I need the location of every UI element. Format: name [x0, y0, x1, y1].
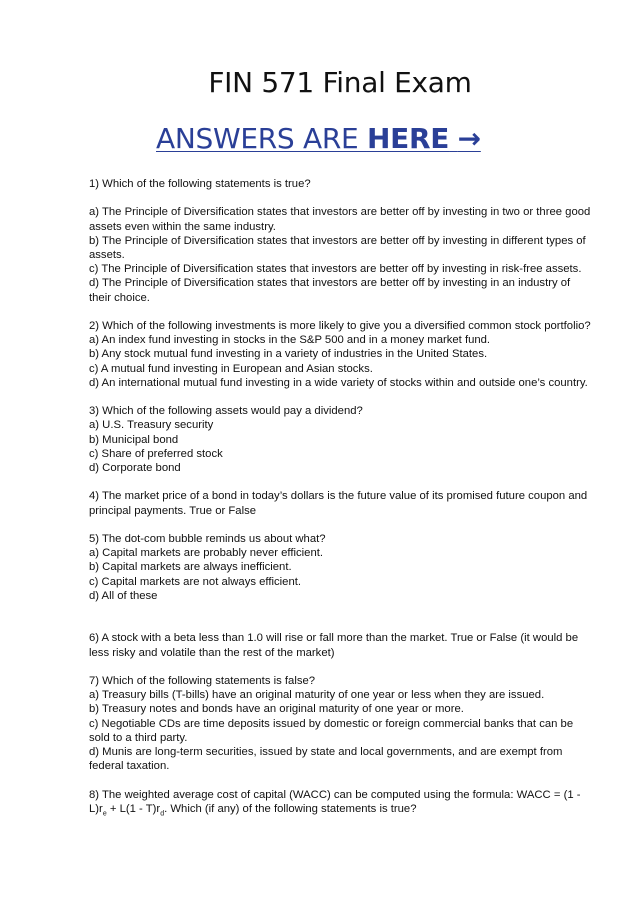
option-2c: c) A mutual fund investing in European and Asian stocks. [89, 362, 373, 375]
option-7a: a) Treasury bills (T-bills) have an original maturity of one year or less when they are issued. [89, 689, 545, 702]
exam-body [89, 177, 594, 830]
question-3-stem: 3) Which of the following assets would pay a dividend? [89, 405, 363, 418]
question-8-stem-part1: 8) The weighted average cost of capital (WACC) can be computed using the formula: WACC = (1 - L)r [89, 788, 581, 815]
question-4-stem: 4) The market price of a bond in today’s dollars is the future value of its promised future coupon and principal payments. True or False [89, 490, 588, 517]
option-7d: d) Munis are long-term securities, issued by state and local governments, and are exempt from federal taxation. [89, 746, 563, 773]
option-1c: c) The Principle of Diversification states that investors are better off by investing in risk-free assets. [89, 263, 582, 276]
subscript-e: e [102, 810, 107, 818]
question-6 [89, 631, 594, 659]
question-7 [89, 674, 594, 773]
page-title: FIN 571 Final Exam [208, 66, 472, 99]
option-7b: b) Treasury notes and bonds have an original maturity of one year or more. [89, 703, 464, 716]
question-8-stem-part3: . Which (if any) of the following statements is true? [164, 802, 417, 815]
option-7c: c) Negotiable CDs are time deposits issued by domestic or foreign commercial banks that can be sold to a third party. [89, 717, 574, 744]
question-4 [89, 489, 594, 517]
option-2a: a) An index fund investing in stocks in the S&P 500 and in a money market fund. [89, 334, 491, 347]
arrow-right-icon[interactable]: → [457, 122, 481, 155]
question-8-stem-part2: + L(1 - T)r [106, 802, 161, 815]
option-3b: b) Municipal bond [89, 433, 179, 446]
subscript-d: d [160, 810, 165, 818]
option-1b: b) The Principle of Diversification states that investors are better off by investing in different types of assets. [89, 234, 586, 261]
option-2b: b) Any stock mutual fund investing in a variety of industries in the United States. [89, 348, 488, 361]
option-5c: c) Capital markets are not always efficient. [89, 575, 302, 588]
option-5a: a) Capital markets are probably never efficient. [89, 547, 324, 560]
option-5d: d) All of these [89, 589, 158, 602]
question-1-stem: 1) Which of the following statements is true? [89, 178, 311, 190]
option-3a: a) U.S. Treasury security [89, 419, 214, 432]
question-5 [89, 532, 594, 603]
question-2 [89, 319, 594, 390]
question-3 [89, 404, 594, 475]
answers-link-text[interactable]: ANSWERS ARE [156, 122, 367, 155]
option-1a: a) The Principle of Diversification states that investors are better off by investing in two or three good assets even within the same industry. [89, 206, 591, 233]
option-5b: b) Capital markets are always inefficient. [89, 561, 292, 574]
answers-link[interactable] [156, 122, 481, 155]
question-6-stem: 6) A stock with a beta less than 1.0 will rise or fall more than the market. True or False (it would be less risky and volatile than the rest of the market) [89, 632, 579, 659]
question-8 [89, 788, 594, 816]
option-3c: c) Share of preferred stock [89, 447, 223, 460]
question-1-options [89, 205, 594, 304]
question-7-stem: 7) Which of the following statements is false? [89, 675, 316, 687]
option-1d: d) The Principle of Diversification states that investors are better off by investing in an industry of their choice. [89, 277, 571, 304]
answers-link-strong[interactable]: HERE [366, 122, 450, 155]
question-5-stem: 5) The dot-com bubble reminds us about what? [89, 533, 326, 545]
option-2d: d) An international mutual fund investing in a wide variety of stocks within and outside one’s country. [89, 376, 588, 389]
question-2-stem: 2) Which of the following investments is more likely to give you a diversified common stock portfolio? [89, 320, 591, 332]
option-3d: d) Corporate bond [89, 462, 181, 475]
